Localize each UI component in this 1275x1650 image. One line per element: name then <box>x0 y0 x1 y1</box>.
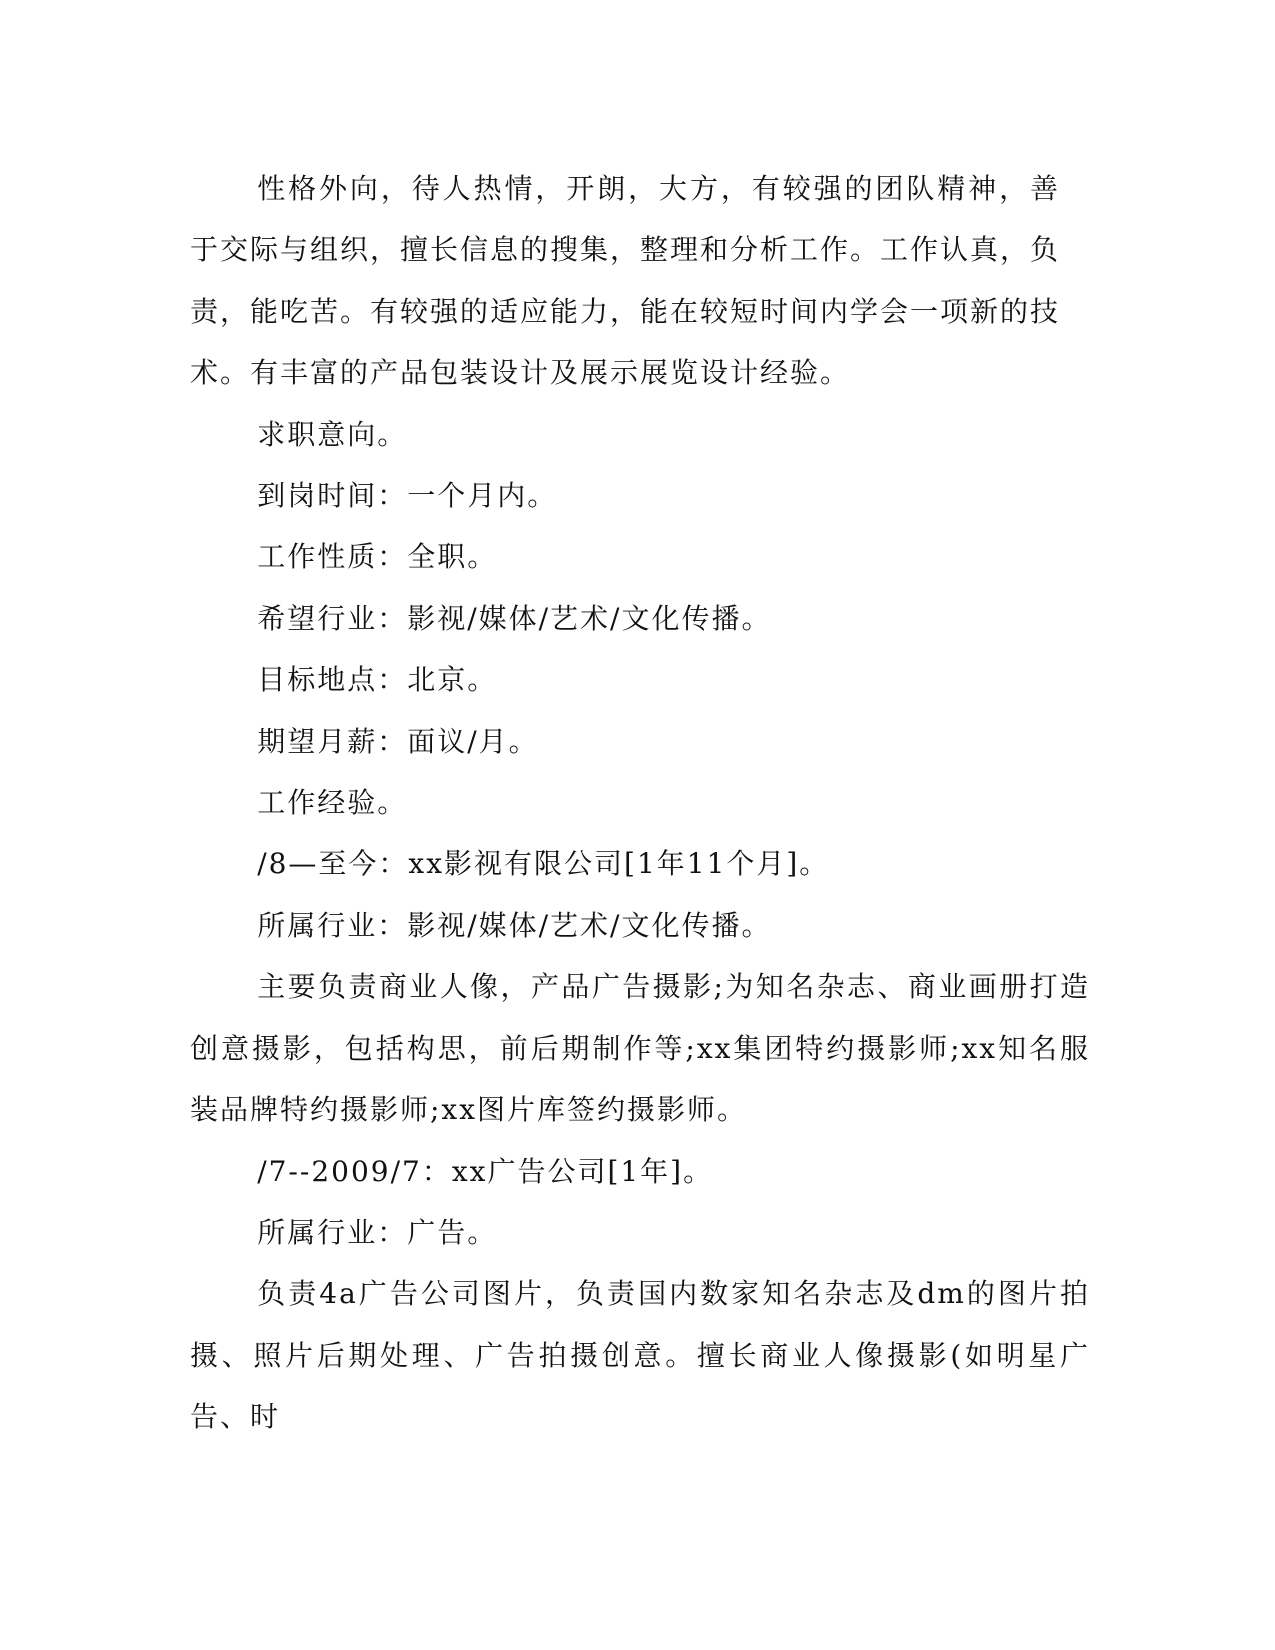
job1-period-line: /8—至今：xx影视有限公司[1年11个月]。 <box>257 847 830 881</box>
desired-industry-line: 希望行业：影视/媒体/艺术/文化传播。 <box>257 601 772 635</box>
job2-duties-paragraph: 负责4a广告公司图片，负责国内数家知名杂志及dm的图片拍摄、照片后期处理、广告拍摄创意。擅长商业人像摄影(如明星广告、时 <box>190 1277 1090 1434</box>
expected-salary-line: 期望月薪：面议/月。 <box>257 724 539 758</box>
intro-paragraph: 性格外向，待人热情，开朗，大方，有较强的团队精神，善于交际与组织，擅长信息的搜集，整理和分析工作。工作认真，负责，能吃苦。有较强的适应能力，能在较短时间内学会一项新的技术。有丰富的产品包装设计及展示展览设计经验。 <box>190 172 1061 390</box>
document-body <box>190 158 1090 1448</box>
job1-duties-paragraph: 主要负责商业人像，产品广告摄影;为知名杂志、商业画册打造创意摄影，包括构思，前后期制作等;xx集团特约摄影师;xx知名服装品牌特约摄影师;xx图片库签约摄影师。 <box>190 970 1090 1127</box>
job2-period-line: /7--2009/7：xx广告公司[1年]。 <box>257 1154 714 1188</box>
job2-industry-line: 所属行业：广告。 <box>257 1215 498 1249</box>
arrival-time-line: 到岗时间：一个月内。 <box>257 479 558 513</box>
job1-industry-line: 所属行业：影视/媒体/艺术/文化传播。 <box>257 908 772 942</box>
work-experience-heading: 工作经验。 <box>257 786 408 820</box>
job-intent-heading: 求职意向。 <box>257 417 408 451</box>
job-type-line: 工作性质：全职。 <box>257 540 498 574</box>
target-location-line: 目标地点：北京。 <box>257 663 498 697</box>
